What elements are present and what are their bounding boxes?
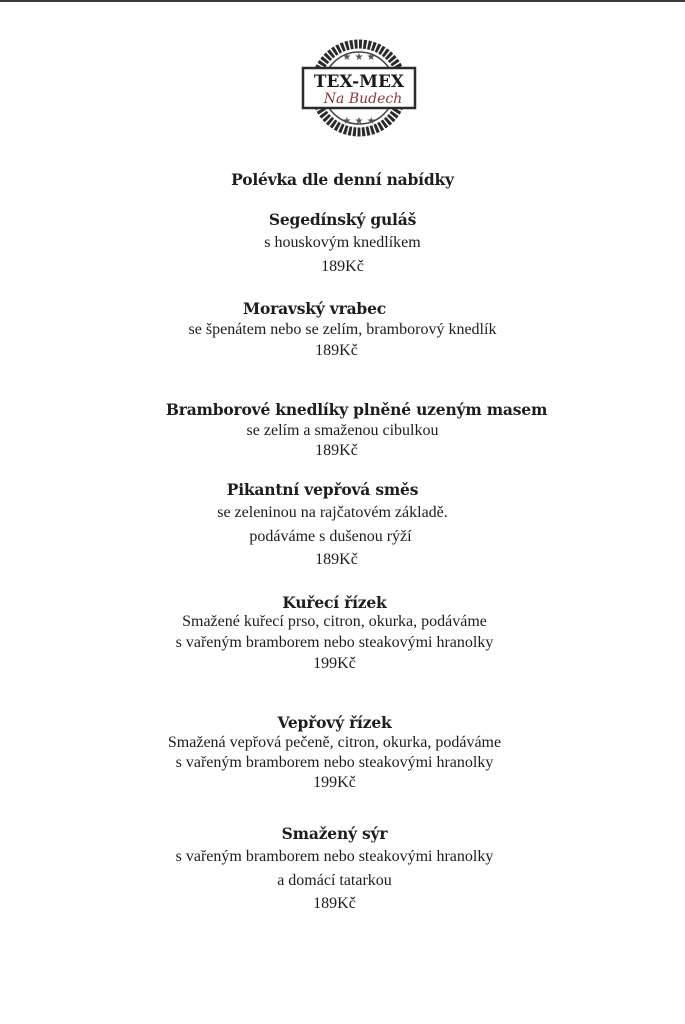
menu-item-name: Moravský vrabec <box>243 299 386 318</box>
soup-of-the-day: Polévka dle denní nabídky <box>231 170 454 189</box>
menu-item-description: s vařeným bramborem nebo steakovými hranolky <box>175 754 494 771</box>
menu-item-price: 199Kč <box>313 655 356 672</box>
menu-item-price: 189Kč <box>315 442 358 459</box>
menu-item-name: Kuřecí řízek <box>282 593 387 612</box>
top-border <box>0 0 685 2</box>
menu-item-price: 199Kč <box>313 774 356 791</box>
star-icon: ★ ★ ★ <box>342 52 376 63</box>
restaurant-logo <box>297 38 421 138</box>
menu-item-description: se zelím a smaženou cibulkou <box>246 422 439 439</box>
menu-item-price: 189Kč <box>313 895 356 912</box>
menu-item-description: podáváme s dušenou rýží <box>249 528 412 545</box>
menu-item-description: s vařeným bramborem nebo steakovými hranolky <box>175 634 494 651</box>
menu-item-name: Smažený sýr <box>281 824 388 843</box>
menu-item-description: Smažené kuřecí prso, citron, okurka, podáváme <box>182 613 487 630</box>
menu-item-name: Vepřový řízek <box>277 713 392 732</box>
menu-item-price: 189Kč <box>315 342 358 359</box>
menu-item-description: a domácí tatarkou <box>277 872 392 889</box>
menu-item-description: s houskovým knedlíkem <box>264 234 421 251</box>
menu-item-price: 189Kč <box>321 258 364 275</box>
menu-item-description: s vařeným bramborem nebo steakovými hranolky <box>175 848 494 865</box>
menu-item-price: 189Kč <box>315 551 358 568</box>
menu-item-name: Segedínský guláš <box>268 210 417 229</box>
menu-item-name: Bramborové knedlíky plněné uzeným masem <box>165 400 548 419</box>
menu-item-description: se zeleninou na rajčatovém základě. <box>217 504 448 521</box>
logo-stamp <box>297 38 421 138</box>
menu-item-name: Pikantní vepřová směs <box>226 480 419 499</box>
logo-text-line1: TEX-MEX <box>313 72 405 92</box>
star-icon: ★ ★ ★ <box>342 116 376 127</box>
menu-item-description: se špenátem nebo se zelím, bramborový knedlík <box>188 321 497 338</box>
logo-text-line2: Na Budech <box>323 91 403 107</box>
menu-item-description: Smažená vepřová pečeně, citron, okurka, podáváme <box>167 734 502 751</box>
